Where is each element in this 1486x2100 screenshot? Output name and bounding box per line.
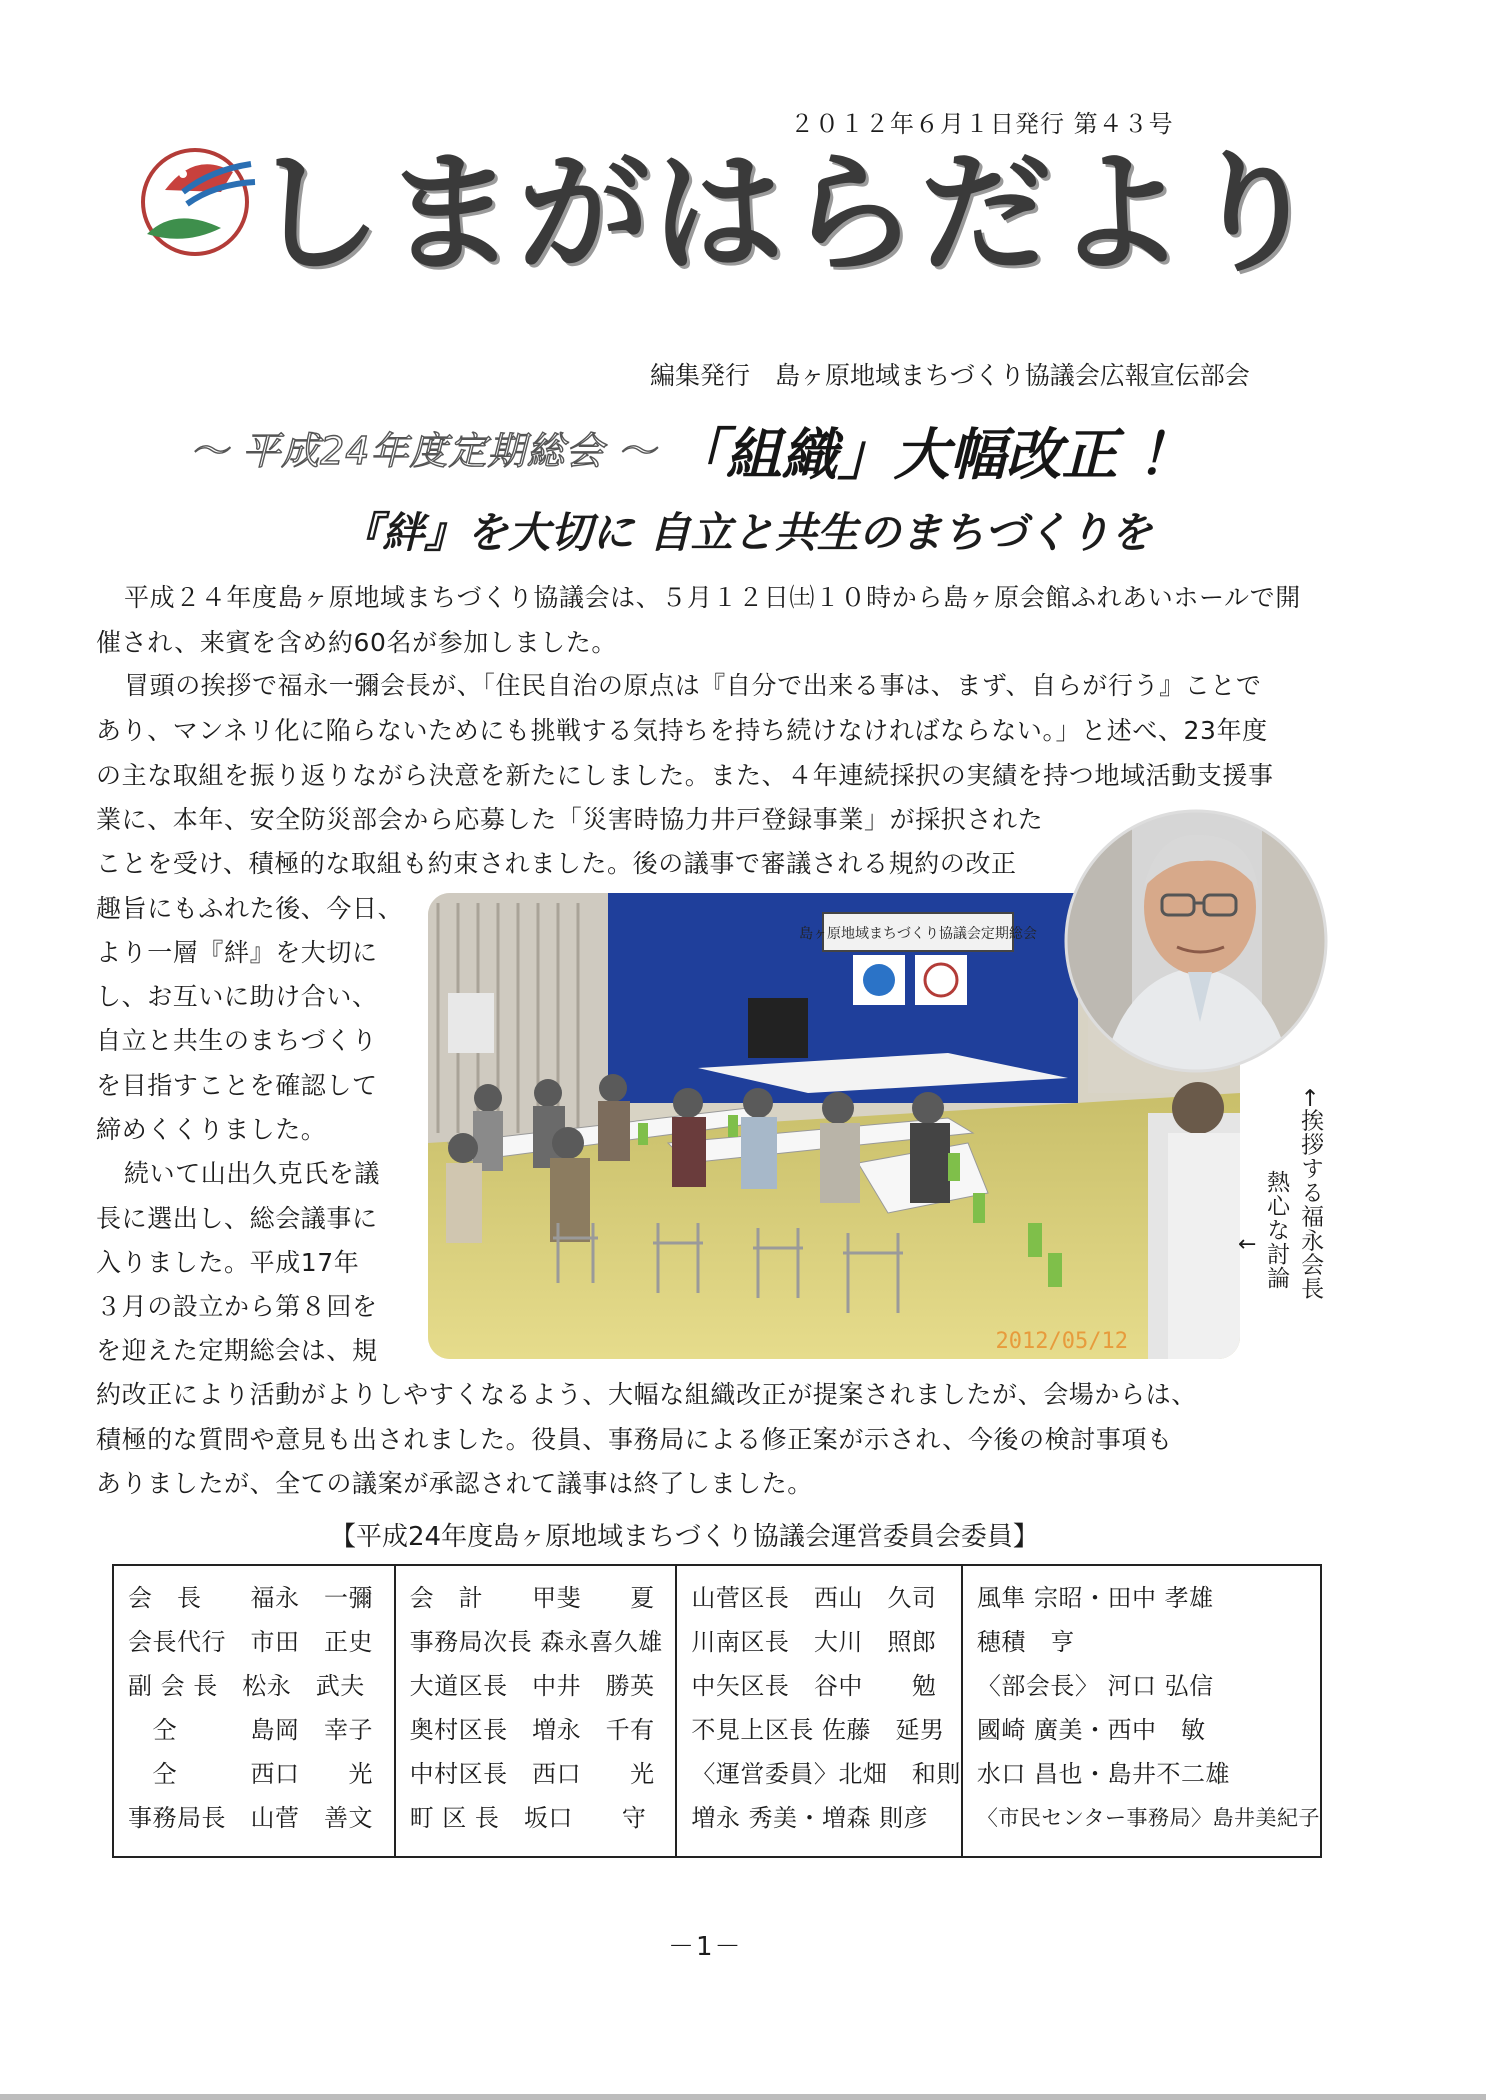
article-line: 積極的な質問や意見も出されました。役員、事務局による修正案が示され、今後の検討事項も bbox=[96, 1425, 1173, 1454]
article-line: ３月の設立から第８回を bbox=[96, 1292, 378, 1321]
member-entry: 風隼 宗昭・田中 孝雄 bbox=[976, 1584, 1214, 1612]
article-line: を目指すことを確認して bbox=[96, 1071, 378, 1100]
article-line: ことを受け、積極的な取組も約束されました。後の議事で審議される規約の改正 bbox=[96, 849, 1017, 878]
member-entry: 会長代行 市田 正史 bbox=[128, 1628, 373, 1656]
member-entry: 山菅区長 西山 久司 bbox=[691, 1584, 937, 1612]
member-entry: 穂積 亨 bbox=[976, 1628, 1075, 1656]
member-entry: 町 区 長 坂口 守 bbox=[409, 1804, 647, 1832]
member-entry: 〈市民センター事務局〉島井美紀子 bbox=[976, 1806, 1321, 1830]
article-line: ありましたが、全ての議案が承認されて議事は終了しました。 bbox=[96, 1469, 813, 1498]
members-column bbox=[963, 1566, 1320, 1856]
member-entry: 会 計 甲斐 夏 bbox=[409, 1584, 655, 1612]
article-line: 入りました。平成17年 bbox=[96, 1248, 360, 1277]
members-table bbox=[112, 1564, 1322, 1858]
article-line: し、お互いに助け合い、 bbox=[96, 982, 378, 1011]
headline-subtitle: ～ 平成24年度定期総会 ～ bbox=[190, 429, 657, 473]
headline bbox=[190, 423, 1194, 488]
members-title: 【平成24年度島ヶ原地域まちづくり協議会運営委員会委員】 bbox=[330, 1522, 1039, 1552]
caption-speaker: ←挨拶する福永会長 bbox=[1297, 1088, 1324, 1301]
article-line: あり、マンネリ化に陥らないためにも挑戦する気持ちを持ち続けなければならない。」と述べ、23年度 bbox=[96, 716, 1268, 745]
article-line: 自立と共生のまちづくり bbox=[96, 1026, 378, 1055]
member-entry: 〈運営委員〉北畑 和則 bbox=[691, 1760, 961, 1788]
speaker-photo bbox=[1062, 807, 1330, 1075]
members-column bbox=[677, 1566, 963, 1856]
member-entry: 副 会 長 松永 武夫 bbox=[128, 1672, 365, 1700]
member-entry: 〈部会長〉 河口 弘信 bbox=[976, 1672, 1214, 1700]
members-column bbox=[396, 1566, 678, 1856]
page-number: －1－ bbox=[668, 1932, 743, 1962]
article-line: より一層『絆』を大切に bbox=[96, 938, 378, 967]
member-entry: 仝 西口 光 bbox=[128, 1760, 373, 1788]
member-entry: 会 長 福永 一彌 bbox=[128, 1584, 373, 1612]
member-entry: 川南区長 大川 照郎 bbox=[691, 1628, 937, 1656]
article-line: 締めくくりました。 bbox=[96, 1115, 327, 1144]
member-entry: 水口 昌也・島井不二雄 bbox=[976, 1760, 1230, 1788]
article-line: 長に選出し、総会議事に bbox=[96, 1204, 378, 1233]
member-entry: 事務局長 山菅 善文 bbox=[128, 1804, 373, 1832]
article-line: 約改正により活動がよりしやすくなるよう、大幅な組織改正が提案されましたが、会場からは、 bbox=[96, 1380, 1197, 1409]
member-entry: 大道区長 中井 勝英 bbox=[409, 1672, 655, 1700]
article-line: 業に、本年、安全防災部会から応募した「災害時協力井戸登録事業」が採択された bbox=[96, 805, 1044, 834]
article-line: 続いて山出久克氏を議 bbox=[124, 1159, 381, 1188]
article-line: 趣旨にもふれた後、今日、 bbox=[96, 894, 404, 923]
newsletter-title: しまがはらだより bbox=[250, 137, 1322, 291]
members-column bbox=[114, 1566, 396, 1856]
article-line: 平成２４年度島ヶ原地域まちづくり協議会は、５月１２日㈯１０時から島ヶ原会館ふれあいホールで開 bbox=[124, 583, 1301, 612]
member-entry: 不見上区長 佐藤 延男 bbox=[691, 1716, 945, 1744]
caption-arrow: ← bbox=[1238, 1232, 1257, 1257]
member-entry: 國崎 廣美・西中 敏 bbox=[976, 1716, 1206, 1744]
headline-main: 「組織」大幅改正 ！ bbox=[669, 423, 1194, 488]
meeting-banner: 島ヶ原地域まちづくり協議会定期総会 bbox=[799, 926, 1037, 942]
article-line: 催され、来賓を含め約60名が参加しました。 bbox=[96, 628, 617, 657]
member-entry: 中矢区長 谷中 勉 bbox=[691, 1672, 937, 1700]
caption-arrow: ← bbox=[1297, 1088, 1324, 1109]
member-entry: 仝 島岡 幸子 bbox=[128, 1716, 373, 1744]
article-line: を迎えた定期総会は、規 bbox=[96, 1336, 378, 1365]
publisher-line: 編集発行 島ヶ原地域まちづくり協議会広報宣伝部会 bbox=[650, 361, 1250, 390]
headline-secondary: 『絆』を大切に 自立と共生のまちづくりを bbox=[340, 508, 1153, 557]
member-entry: 奥村区長 増永 千有 bbox=[409, 1716, 655, 1744]
member-entry: 中村区長 西口 光 bbox=[409, 1760, 655, 1788]
bottom-rule bbox=[0, 2094, 1486, 2100]
member-entry: 事務局次長 森永喜久雄 bbox=[409, 1628, 663, 1656]
caption-discussion: 熱心な討論 bbox=[1263, 1170, 1290, 1290]
photo-date-stamp: 2012/05/12 bbox=[995, 1329, 1128, 1354]
article-line: の主な取組を振り返りながら決意を新たにしました。また、４年連続採択の実績を持つ地域活動支援事 bbox=[96, 761, 1274, 790]
member-entry: 増永 秀美・増森 則彦 bbox=[691, 1804, 929, 1832]
article-line: 冒頭の挨拶で福永一彌会長が、「住民自治の原点は『自分で出来る事は、まず、自らが行う』ことで bbox=[124, 671, 1262, 700]
issue-line: ２０１２年６月１日発行 第４３号 bbox=[790, 110, 1174, 138]
